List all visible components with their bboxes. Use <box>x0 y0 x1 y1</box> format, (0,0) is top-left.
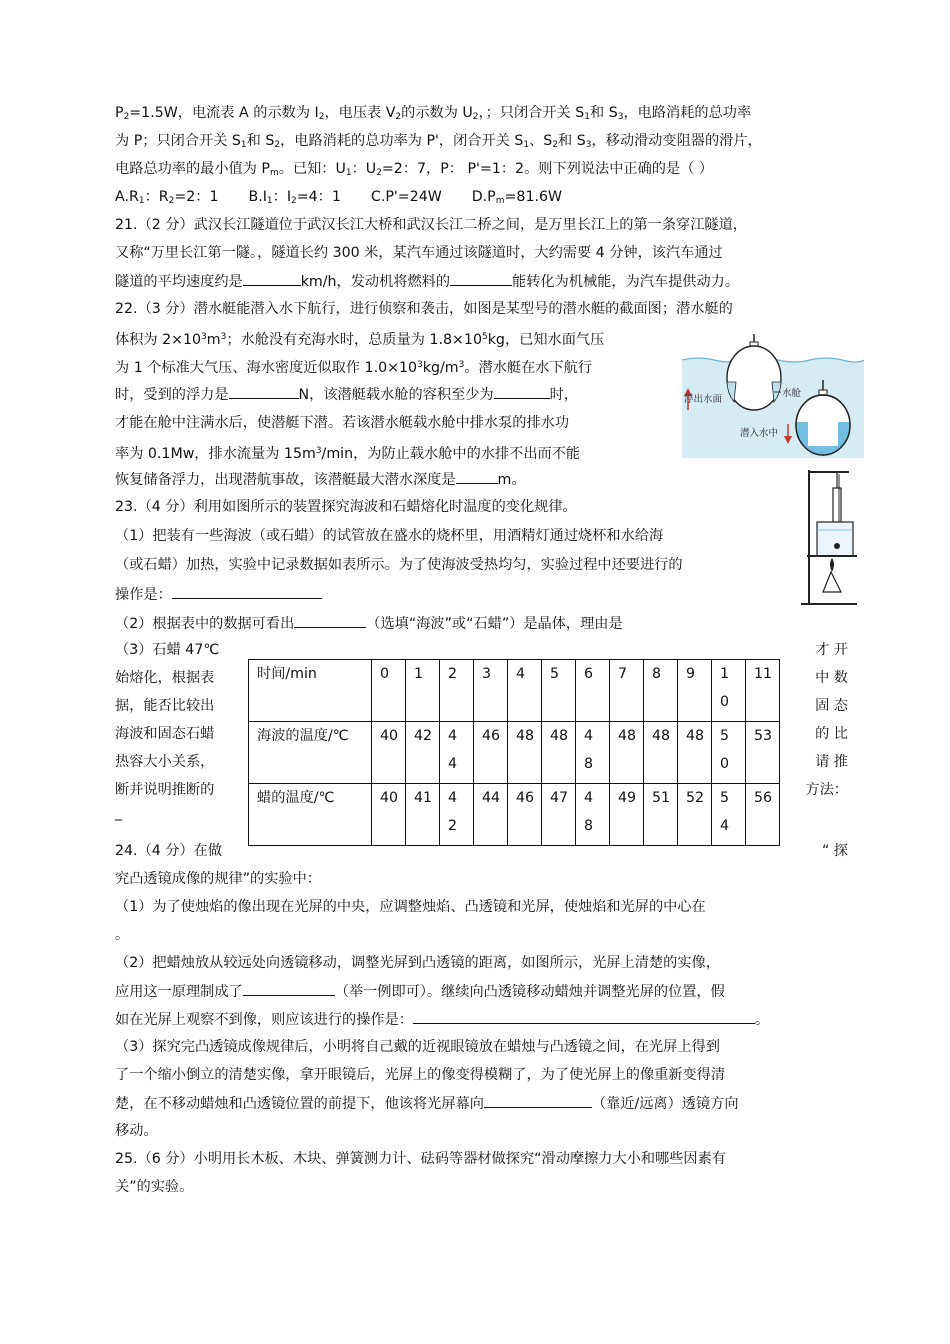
table-cell: 4 2 <box>440 784 474 846</box>
q23-right-wrap: 才 开 中 数 固 态 的 比 请 推 方法： <box>805 642 848 798</box>
q23-line-4: 操作是： <box>115 584 322 605</box>
table-cell: 5 0 <box>712 722 746 784</box>
q24-line-1: 24.（4 分）在做 <box>115 843 223 859</box>
answer-blank[interactable] <box>243 981 335 996</box>
table-cell: 1 <box>406 660 440 722</box>
q24-line-10: 楚，在不移动蜡烛和凸透镜位置的前提下，他该将光屏幕向 （靠近/远离）透镜方向 <box>115 1093 739 1114</box>
q25-line-1: 25.（6 分）小明用长木板、木块、弹簧测力计、砝码等器材做探究“滑动摩擦力大小和哪些因素有 <box>115 1151 726 1167</box>
q24-line-11: 移动。 <box>115 1123 158 1139</box>
q23-left-wrap: （3）石蜡 47℃ 始熔化，根据表 据，能否比较出 海波和固态石蜡 热容大小关系， 断并说明推断的 _ <box>115 642 220 821</box>
q22-line-1: 22.（3 分）潜水艇能潜入水下航行，进行侦察和袭击，如图是某型号的潜水艇的截面图；潜水艇的 <box>115 301 733 317</box>
table-cell: 4 8 <box>576 722 610 784</box>
q24-line-7: 如在光屏上观察不到像，则应该进行的操作是： 。 <box>115 1009 769 1030</box>
option-d: $D.P_m=81.6W$ <box>471 189 563 206</box>
table-row <box>249 784 780 846</box>
q20-line-3: 电路总功率的最小值为 $P_m$。已知：$U_1$：$U_2=2$：7，P： P'=1：2。则下列说法中正确的是（ ） <box>115 161 714 178</box>
q24-line-3: （1）为了使烛焰的像出现在光屏的中央，应调整烛焰、凸透镜和光屏，使烛焰和光屏的中心在 <box>115 899 706 915</box>
table-row-label: 蜡的温度/℃ <box>249 784 372 846</box>
table-cell: 40 <box>372 722 406 784</box>
table-cell: 11 <box>746 660 780 722</box>
q24-line-2: 究凸透镜成像的规律”的实验中： <box>115 871 321 887</box>
answer-blank[interactable] <box>450 271 512 286</box>
q23-line-5: （2）根据表中的数据可看出 （选填“海波”或“石蜡”）是晶体，理由是 <box>115 613 623 634</box>
table-cell: 3 <box>474 660 508 722</box>
table-cell: 42 <box>406 722 440 784</box>
beaker <box>817 522 853 556</box>
table-cell: 8 <box>644 660 678 722</box>
q23-line-3: （或石蜡）加热，实验中记录数据如表所示。为了使海波受热均匀，实验过程中还要进行的 <box>115 557 683 573</box>
table-row <box>249 722 780 784</box>
table-cell: 0 <box>372 660 406 722</box>
table-cell: 48 <box>644 722 678 784</box>
table-cell: 51 <box>644 784 678 846</box>
q24-line-8: （3）探究完凸透镜成像规律后，小明将自己戴的近视眼镜放在蜡烛与凸透镜之间，在光屏上得到 <box>115 1039 720 1055</box>
table-cell: 4 8 <box>576 784 610 846</box>
answer-blank[interactable] <box>172 584 322 599</box>
q24-line-9: 了一个缩小倒立的清楚实像，拿开眼镜后，光屏上的像变得模糊了，为了使光屏上的像重新变得清 <box>115 1067 726 1083</box>
heating-apparatus-figure <box>797 464 861 612</box>
q22-line-5: 才能在舱中注满水后，使潜艇下潜。若该潜水艇载水舱中排水泵的排水功 <box>115 415 570 431</box>
q22-line-3: 为 1 个标准大气压、海水密度近似取作 $1.0\times 10^3kg/m^3$。潜水艇在水下航行 <box>115 360 593 376</box>
temperature-table <box>248 659 780 846</box>
table-cell: 41 <box>406 784 440 846</box>
option-c: C.P'=24W <box>370 189 442 205</box>
table-cell: 40 <box>372 784 406 846</box>
table-cell: 46 <box>474 722 508 784</box>
answer-blank[interactable] <box>456 469 498 484</box>
q22-line-7: 恢复储备浮力，出现潜航事故，该潜艇最大潜水深度是 m。 <box>115 469 526 490</box>
q21-line-1: 21.（2 分）武汉长江隧道位于武汉长江大桥和武汉长江二桥之间，是万里长江上的第一条穿江隧道， <box>115 217 747 233</box>
table-cell: 48 <box>542 722 576 784</box>
table-cell: 48 <box>610 722 644 784</box>
table-cell: 48 <box>678 722 712 784</box>
table-cell: 1 0 <box>712 660 746 722</box>
q23-line-1: 23.（4 分）利用如图所示的装置探究海波和石蜡熔化时温度的变化规律。 <box>115 499 577 515</box>
answer-blank[interactable] <box>229 384 299 399</box>
q20-line-2: 为 P；只闭合开关 $S_1$和 $S_2$，电路消耗的总功率为 P'，闭合开关 $S_1$、$S_2$和 $S_3$，移动滑动变阻器的滑片， <box>115 133 762 150</box>
q21-line-3: 隧道的平均速度约是 km/h，发动机将燃料的 能转化为机械能，为汽车提供动力。 <box>115 271 739 292</box>
label-dive: 潜入水中 <box>740 428 779 439</box>
q24-line-4: 。 <box>115 927 130 943</box>
table-cell: 47 <box>542 784 576 846</box>
option-b: $B.I_1$：$I_2=4$：1 <box>248 189 341 206</box>
table-row-label: 海波的温度/℃ <box>249 722 372 784</box>
table-cell: 7 <box>610 660 644 722</box>
table-cell: 48 <box>508 722 542 784</box>
table-cell: 52 <box>678 784 712 846</box>
table-cell: 56 <box>746 784 780 846</box>
q23-line-2: （1）把装有一些海波（或石蜡）的试管放在盛水的烧杯里，用酒精灯通过烧杯和水给海 <box>115 528 664 544</box>
q22-line-2: 体积为 $2\times 10^3m^3$；水舱没有充海水时，总质量为 $1.8\times 10^5kg$，已知水面气压 <box>115 332 605 348</box>
answer-blank[interactable] <box>494 384 550 399</box>
submarine-figure <box>678 330 864 458</box>
table-row-label: 时间/min <box>249 660 372 722</box>
q21-line-2: 又称“万里长江第一隧。，隧道长约 300 米，某汽车通过该隧道时，大约需要 4 分钟，该汽车通过 <box>115 245 723 261</box>
table-cell: 44 <box>474 784 508 846</box>
table-cell: 2 <box>440 660 474 722</box>
answer-blank[interactable] <box>484 1093 592 1108</box>
table-cell: 53 <box>746 722 780 784</box>
label-surface: 浮出水面 <box>684 394 723 405</box>
answer-blank[interactable] <box>413 1009 755 1024</box>
table-cell: 5 <box>542 660 576 722</box>
q22-line-6: 率为 0.1Mw，排水流量为 $15m^3/\min$，为防止载水舱中的水排不出而不能 <box>115 446 581 462</box>
q24-line-1-right: “ 探 <box>821 843 848 859</box>
q20-options <box>115 187 562 211</box>
q25-line-2: 关”的实验。 <box>115 1179 194 1195</box>
q24-line-6: 应用这一原理制成了 （举一例即可）。继续向凸透镜移动蜡烛并调整光屏的位置，假 <box>115 981 725 1002</box>
option-a: $A.R_1$：$R_2=2$：1 <box>115 189 219 206</box>
table-cell: 46 <box>508 784 542 846</box>
answer-blank[interactable] <box>294 613 366 628</box>
q24-line-5: （2）把蜡烛放从较远处向透镜移动，调整光屏到凸透镜的距离，如图所示，光屏上清楚的实像， <box>115 955 720 971</box>
table-row <box>249 660 780 722</box>
table-cell: 6 <box>576 660 610 722</box>
answer-blank[interactable] <box>243 271 301 286</box>
table-cell: 49 <box>610 784 644 846</box>
label-tank: 水舱 <box>782 388 802 399</box>
q22-line-4: 时，受到的浮力是 N，该潜艇载水舱的容积至少为 时， <box>115 384 578 405</box>
table-cell: 4 4 <box>440 722 474 784</box>
q20-line-1: $P_2=1.5W$，电流表 A 的示数为 $I_2$，电压表 $V_2$的示数为 $U_2$，；只闭合开关 $S_1$和 $S_3$，电路消耗的总功率 <box>115 105 752 122</box>
table-cell: 9 <box>678 660 712 722</box>
table-cell: 5 4 <box>712 784 746 846</box>
table-cell: 4 <box>508 660 542 722</box>
